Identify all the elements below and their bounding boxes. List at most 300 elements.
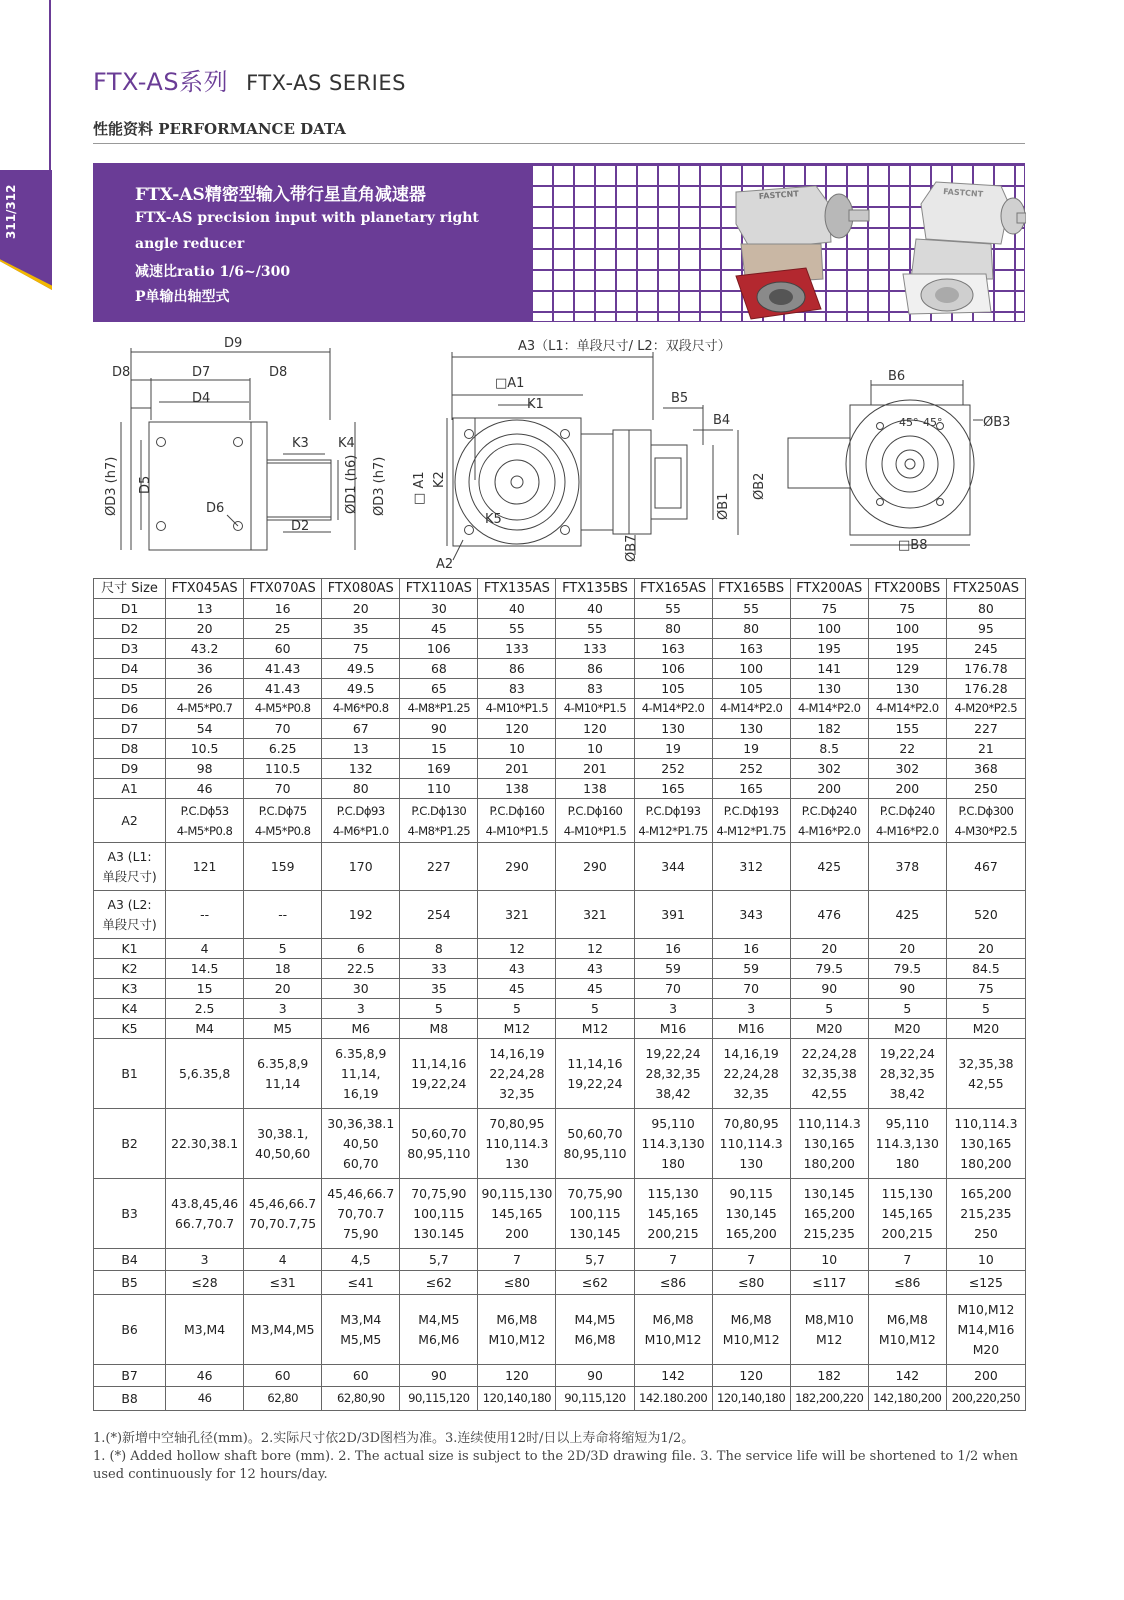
row-label: D7 bbox=[94, 719, 166, 739]
table-cell: ≤62 bbox=[400, 1271, 478, 1295]
table-cell: 110 bbox=[400, 779, 478, 799]
footnotes bbox=[93, 1430, 1028, 1484]
page-tab-accent bbox=[0, 246, 52, 290]
label-k2: K2 bbox=[432, 471, 447, 488]
table-cell: 10 bbox=[946, 1249, 1025, 1271]
table-cell: 54 bbox=[166, 719, 244, 739]
table-cell: 130 bbox=[634, 719, 712, 739]
table-cell: M12 bbox=[556, 1019, 634, 1039]
table-cell: 90,115 130,145 165,200 bbox=[712, 1179, 790, 1249]
table-cell: M4,M5 M6,M6 bbox=[400, 1295, 478, 1365]
table-cell: 110,114.3 130,165 180,200 bbox=[946, 1109, 1025, 1179]
row-label: B2 bbox=[94, 1109, 166, 1179]
row-label: K1 bbox=[94, 939, 166, 959]
table-cell: 200 bbox=[868, 779, 946, 799]
table-cell: 30 bbox=[322, 979, 400, 999]
table-cell: 3 bbox=[244, 999, 322, 1019]
table-cell: 49.5 bbox=[322, 659, 400, 679]
table-cell: P.C.Dϕ193 4-M12*P1.75 bbox=[634, 799, 712, 843]
table-cell: ≤125 bbox=[946, 1271, 1025, 1295]
table-cell: 6.35,8,9 11,14 bbox=[244, 1039, 322, 1109]
table-cell: 290 bbox=[556, 843, 634, 891]
table-cell: P.C.Dϕ160 4-M10*P1.5 bbox=[556, 799, 634, 843]
table-cell: 3 bbox=[322, 999, 400, 1019]
table-cell: ≤31 bbox=[244, 1271, 322, 1295]
table-cell: 10 bbox=[790, 1249, 868, 1271]
input-view-drawing bbox=[788, 380, 983, 545]
table-cell: 45 bbox=[556, 979, 634, 999]
heading-rule bbox=[93, 143, 1025, 144]
table-cell: 321 bbox=[556, 891, 634, 939]
table-cell: 4-M8*P1.25 bbox=[400, 699, 478, 719]
table-cell: 90 bbox=[790, 979, 868, 999]
table-cell: 70 bbox=[712, 979, 790, 999]
row-label: D2 bbox=[94, 619, 166, 639]
table-row bbox=[94, 891, 1026, 939]
table-cell: 120 bbox=[556, 719, 634, 739]
table-cell: 3 bbox=[166, 1249, 244, 1271]
table-cell: 90 bbox=[868, 979, 946, 999]
table-cell: 79.5 bbox=[868, 959, 946, 979]
table-cell: M12 bbox=[478, 1019, 556, 1039]
table-cell: 70 bbox=[244, 719, 322, 739]
table-cell: 344 bbox=[634, 843, 712, 891]
table-cell: M8,M10 M12 bbox=[790, 1295, 868, 1365]
table-cell: 165 bbox=[712, 779, 790, 799]
table-header-cell: FTX080AS bbox=[322, 579, 400, 599]
table-cell: 120,140,180 bbox=[478, 1387, 556, 1411]
table-cell: 155 bbox=[868, 719, 946, 739]
table-cell: 391 bbox=[634, 891, 712, 939]
table-cell: 46 bbox=[166, 1387, 244, 1411]
table-cell: 12 bbox=[478, 939, 556, 959]
table-cell: 90 bbox=[400, 1365, 478, 1387]
label-d8-right: D8 bbox=[269, 365, 288, 380]
table-cell: 90,115,120 bbox=[400, 1387, 478, 1411]
table-row bbox=[94, 1019, 1026, 1039]
table-cell: 169 bbox=[400, 759, 478, 779]
table-cell: 83 bbox=[556, 679, 634, 699]
table-cell: 182 bbox=[790, 1365, 868, 1387]
table-cell: -- bbox=[166, 891, 244, 939]
table-cell: 22 bbox=[868, 739, 946, 759]
table-cell: 368 bbox=[946, 759, 1025, 779]
table-cell: 5 bbox=[790, 999, 868, 1019]
table-cell: 165,200 215,235 250 bbox=[946, 1179, 1025, 1249]
table-cell: 312 bbox=[712, 843, 790, 891]
table-cell: 20 bbox=[868, 939, 946, 959]
row-label: K2 bbox=[94, 959, 166, 979]
row-label: D3 bbox=[94, 639, 166, 659]
label-b2: ØB2 bbox=[752, 472, 767, 500]
reducer-product-image-1 bbox=[736, 186, 869, 319]
table-cell: 4-M5*P0.8 bbox=[244, 699, 322, 719]
table-cell: 21 bbox=[946, 739, 1025, 759]
label-b6: B6 bbox=[888, 369, 906, 384]
table-cell: M3,M4 bbox=[166, 1295, 244, 1365]
angle-label-right: 45° bbox=[923, 416, 943, 429]
table-cell: 13 bbox=[322, 739, 400, 759]
table-cell: 16 bbox=[634, 939, 712, 959]
table-cell: 80 bbox=[634, 619, 712, 639]
row-label: D4 bbox=[94, 659, 166, 679]
row-label: A1 bbox=[94, 779, 166, 799]
table-cell: ≤28 bbox=[166, 1271, 244, 1295]
table-cell: 200 bbox=[946, 1365, 1025, 1387]
table-cell: 40 bbox=[478, 599, 556, 619]
banner-text-panel bbox=[93, 163, 530, 322]
table-row bbox=[94, 1039, 1026, 1109]
table-cell: 195 bbox=[790, 639, 868, 659]
table-cell: M8 bbox=[400, 1019, 478, 1039]
table-row bbox=[94, 799, 1026, 843]
table-header-cell: FTX250AS bbox=[946, 579, 1025, 599]
table-cell: M6,M8 M10,M12 bbox=[868, 1295, 946, 1365]
table-header-cell: FTX165BS bbox=[712, 579, 790, 599]
table-cell: 45 bbox=[400, 619, 478, 639]
dimension-drawings bbox=[93, 330, 1025, 570]
table-cell: 425 bbox=[868, 891, 946, 939]
table-cell: 130 bbox=[790, 679, 868, 699]
product-brand-label-2: FASTCNT bbox=[942, 187, 984, 199]
table-cell: 105 bbox=[634, 679, 712, 699]
label-d7: D7 bbox=[192, 365, 211, 380]
table-header-cell: FTX045AS bbox=[166, 579, 244, 599]
table-cell: 163 bbox=[634, 639, 712, 659]
reducer-product-images bbox=[531, 164, 1026, 323]
table-cell: 95,110 114.3,130 180 bbox=[868, 1109, 946, 1179]
footnote-en: 1. (*) Added hollow shaft bore (mm). 2. The actual size is subject to the 2D/3D drawing file. 3. The service life will be shortened to 1/2 when used continuously for 12 hours/day. bbox=[93, 1449, 1019, 1482]
table-row bbox=[94, 843, 1026, 891]
table-cell: 176.78 bbox=[946, 659, 1025, 679]
table-cell: 5 bbox=[400, 999, 478, 1019]
table-cell: 129 bbox=[868, 659, 946, 679]
row-label: B1 bbox=[94, 1039, 166, 1109]
table-cell: 19 bbox=[634, 739, 712, 759]
table-cell: 321 bbox=[478, 891, 556, 939]
table-cell: 55 bbox=[478, 619, 556, 639]
table-cell: 43 bbox=[556, 959, 634, 979]
table-cell: 36 bbox=[166, 659, 244, 679]
table-cell: 40 bbox=[556, 599, 634, 619]
table-cell: 138 bbox=[478, 779, 556, 799]
table-cell: 70 bbox=[244, 779, 322, 799]
table-cell: 35 bbox=[322, 619, 400, 639]
table-cell: 5 bbox=[244, 939, 322, 959]
table-cell: ≤86 bbox=[868, 1271, 946, 1295]
table-cell: 142 bbox=[868, 1365, 946, 1387]
table-cell: 252 bbox=[712, 759, 790, 779]
table-cell: 4-M10*P1.5 bbox=[556, 699, 634, 719]
row-label: K3 bbox=[94, 979, 166, 999]
table-cell: P.C.Dϕ160 4-M10*P1.5 bbox=[478, 799, 556, 843]
label-b1: ØB1 bbox=[716, 492, 731, 520]
table-cell: ≤80 bbox=[712, 1271, 790, 1295]
row-label: D8 bbox=[94, 739, 166, 759]
table-cell: 67 bbox=[322, 719, 400, 739]
table-cell: 30,36,38.1 40,50 60,70 bbox=[322, 1109, 400, 1179]
table-cell: 165 bbox=[634, 779, 712, 799]
table-cell: 43 bbox=[478, 959, 556, 979]
table-cell: 41.43 bbox=[244, 659, 322, 679]
table-cell: 95,110 114.3,130 180 bbox=[634, 1109, 712, 1179]
row-label: K4 bbox=[94, 999, 166, 1019]
table-cell: 46 bbox=[166, 779, 244, 799]
table-header-cell: FTX110AS bbox=[400, 579, 478, 599]
table-cell: M16 bbox=[712, 1019, 790, 1039]
table-row bbox=[94, 739, 1026, 759]
table-cell: 200,220,250 bbox=[946, 1387, 1025, 1411]
table-cell: 227 bbox=[946, 719, 1025, 739]
table-cell: 33 bbox=[400, 959, 478, 979]
table-cell: 68 bbox=[400, 659, 478, 679]
table-row bbox=[94, 659, 1026, 679]
table-cell: 62,80 bbox=[244, 1387, 322, 1411]
table-cell: 5 bbox=[478, 999, 556, 1019]
row-label: B6 bbox=[94, 1295, 166, 1365]
table-row bbox=[94, 999, 1026, 1019]
table-cell: 120 bbox=[712, 1365, 790, 1387]
label-b3: ØB3 bbox=[983, 415, 1011, 430]
table-cell: 3 bbox=[634, 999, 712, 1019]
table-cell: 4,5 bbox=[322, 1249, 400, 1271]
table-cell: 30 bbox=[400, 599, 478, 619]
table-cell: M20 bbox=[790, 1019, 868, 1039]
label-a1-top: □A1 bbox=[495, 376, 525, 391]
table-cell: 75 bbox=[946, 979, 1025, 999]
table-cell: 4-M10*P1.5 bbox=[478, 699, 556, 719]
table-cell: 15 bbox=[166, 979, 244, 999]
table-cell: 16 bbox=[712, 939, 790, 959]
table-cell: M20 bbox=[868, 1019, 946, 1039]
table-cell: 90,115,130 145,165 200 bbox=[478, 1179, 556, 1249]
table-row bbox=[94, 1271, 1026, 1295]
table-cell: 14.5 bbox=[166, 959, 244, 979]
table-cell: 10.5 bbox=[166, 739, 244, 759]
row-label: D1 bbox=[94, 599, 166, 619]
performance-data-table bbox=[93, 578, 1026, 1411]
table-cell: 20 bbox=[322, 599, 400, 619]
table-row bbox=[94, 1109, 1026, 1179]
table-cell: 60 bbox=[244, 639, 322, 659]
table-cell: 142 bbox=[634, 1365, 712, 1387]
table-cell: M10,M12 M14,M16 M20 bbox=[946, 1295, 1025, 1365]
table-cell: 5 bbox=[946, 999, 1025, 1019]
table-header-cell: FTX200AS bbox=[790, 579, 868, 599]
table-cell: 176.28 bbox=[946, 679, 1025, 699]
table-cell: P.C.Dϕ300 4-M30*P2.5 bbox=[946, 799, 1025, 843]
table-cell: 467 bbox=[946, 843, 1025, 891]
table-cell: 20 bbox=[790, 939, 868, 959]
table-cell: 30,38.1, 40,50,60 bbox=[244, 1109, 322, 1179]
table-header-cell: FTX165AS bbox=[634, 579, 712, 599]
table-cell: M6,M8 M10,M12 bbox=[712, 1295, 790, 1365]
table-cell: 70,75,90 100,115 130,145 bbox=[556, 1179, 634, 1249]
table-cell: 106 bbox=[400, 639, 478, 659]
table-cell: 302 bbox=[868, 759, 946, 779]
table-cell: 3 bbox=[712, 999, 790, 1019]
table-cell: 100 bbox=[712, 659, 790, 679]
table-cell: 45,46,66.7 70,70.7 75,90 bbox=[322, 1179, 400, 1249]
table-cell: 70,75,90 100,115 130.145 bbox=[400, 1179, 478, 1249]
table-cell: 4-M14*P2.0 bbox=[868, 699, 946, 719]
table-cell: 35 bbox=[400, 979, 478, 999]
table-cell: M5 bbox=[244, 1019, 322, 1039]
table-cell: 201 bbox=[556, 759, 634, 779]
table-cell: 18 bbox=[244, 959, 322, 979]
table-cell: 195 bbox=[868, 639, 946, 659]
banner-line-4: 减速比ratio 1/6~/300 bbox=[135, 264, 291, 280]
table-cell: 170 bbox=[322, 843, 400, 891]
table-cell: 75 bbox=[322, 639, 400, 659]
title-en: FTX-AS SERIES bbox=[246, 71, 406, 95]
table-cell: 254 bbox=[400, 891, 478, 939]
table-cell: M6,M8 M10,M12 bbox=[478, 1295, 556, 1365]
label-b5: B5 bbox=[671, 391, 689, 406]
label-b7: ØB7 bbox=[624, 534, 639, 562]
table-cell: M6 bbox=[322, 1019, 400, 1039]
table-cell: 5,6.35,8 bbox=[166, 1039, 244, 1109]
table-cell: 70,80,95 110,114.3 130 bbox=[712, 1109, 790, 1179]
table-cell: 105 bbox=[712, 679, 790, 699]
table-cell: 46 bbox=[166, 1365, 244, 1387]
label-a2: A2 bbox=[436, 557, 454, 570]
table-cell: 80 bbox=[712, 619, 790, 639]
table-cell: 10 bbox=[556, 739, 634, 759]
table-cell: P.C.Dϕ193 4-M12*P1.75 bbox=[712, 799, 790, 843]
table-cell: 19 bbox=[712, 739, 790, 759]
table-row bbox=[94, 639, 1026, 659]
label-d9: D9 bbox=[224, 336, 243, 351]
table-row bbox=[94, 1365, 1026, 1387]
table-header-cell: FTX070AS bbox=[244, 579, 322, 599]
table-cell: 59 bbox=[634, 959, 712, 979]
table-row bbox=[94, 959, 1026, 979]
table-row bbox=[94, 1249, 1026, 1271]
table-cell: 79.5 bbox=[790, 959, 868, 979]
table-cell: 22.5 bbox=[322, 959, 400, 979]
table-cell: 5 bbox=[556, 999, 634, 1019]
table-cell: M3,M4,M5 bbox=[244, 1295, 322, 1365]
table-cell: 45,46,66.7 70,70.7,75 bbox=[244, 1179, 322, 1249]
table-cell: 115,130 145,165 200,215 bbox=[634, 1179, 712, 1249]
table-cell: 62,80,90 bbox=[322, 1387, 400, 1411]
table-cell: 86 bbox=[556, 659, 634, 679]
technical-drawing-svg bbox=[93, 330, 1025, 570]
table-cell: 43.2 bbox=[166, 639, 244, 659]
table-cell: 11,14,16 19,22,24 bbox=[400, 1039, 478, 1109]
front-view-drawing bbox=[447, 352, 738, 560]
table-cell: 15 bbox=[400, 739, 478, 759]
table-cell: 110,114.3 130,165 180,200 bbox=[790, 1109, 868, 1179]
product-banner bbox=[93, 163, 1025, 322]
row-label: B4 bbox=[94, 1249, 166, 1271]
table-cell: 80 bbox=[322, 779, 400, 799]
table-cell: 8 bbox=[400, 939, 478, 959]
table-cell: 130 bbox=[868, 679, 946, 699]
table-row bbox=[94, 779, 1026, 799]
table-cell: 4-M20*P2.5 bbox=[946, 699, 1025, 719]
table-row bbox=[94, 979, 1026, 999]
table-row bbox=[94, 759, 1026, 779]
table-cell: 6 bbox=[322, 939, 400, 959]
label-d3-left: ØD3 (h7) bbox=[104, 456, 119, 516]
label-b4: B4 bbox=[713, 413, 731, 428]
table-row bbox=[94, 679, 1026, 699]
row-label: B3 bbox=[94, 1179, 166, 1249]
table-cell: 133 bbox=[556, 639, 634, 659]
table-row bbox=[94, 1179, 1026, 1249]
row-label: D6 bbox=[94, 699, 166, 719]
table-cell: 378 bbox=[868, 843, 946, 891]
table-cell: 476 bbox=[790, 891, 868, 939]
table-cell: 100 bbox=[790, 619, 868, 639]
label-k1: K1 bbox=[527, 397, 544, 412]
table-cell: 22.30,38.1 bbox=[166, 1109, 244, 1179]
table-cell: 252 bbox=[634, 759, 712, 779]
table-cell: 250 bbox=[946, 779, 1025, 799]
label-d6: D6 bbox=[206, 501, 225, 516]
table-cell: 120 bbox=[478, 1365, 556, 1387]
table-cell: 132 bbox=[322, 759, 400, 779]
table-cell: 130,145 165,200 215,235 bbox=[790, 1179, 868, 1249]
table-cell: 50,60,70 80,95,110 bbox=[556, 1109, 634, 1179]
table-cell: 133 bbox=[478, 639, 556, 659]
table-cell: ≤117 bbox=[790, 1271, 868, 1295]
label-k4: K4 bbox=[338, 436, 355, 451]
table-cell: 90 bbox=[556, 1365, 634, 1387]
table-cell: 95 bbox=[946, 619, 1025, 639]
table-cell: 60 bbox=[322, 1365, 400, 1387]
table-cell: M16 bbox=[634, 1019, 712, 1039]
table-cell: 200 bbox=[790, 779, 868, 799]
label-b8: □B8 bbox=[898, 538, 928, 553]
table-cell: 182,200,220 bbox=[790, 1387, 868, 1411]
table-cell: 302 bbox=[790, 759, 868, 779]
table-cell: 142,180,200 bbox=[868, 1387, 946, 1411]
row-label: D9 bbox=[94, 759, 166, 779]
table-cell: 14,16,19 22,24,28 32,35 bbox=[712, 1039, 790, 1109]
table-cell: 75 bbox=[790, 599, 868, 619]
label-d5: D5 bbox=[138, 475, 153, 494]
table-cell: -- bbox=[244, 891, 322, 939]
table-cell: 5 bbox=[868, 999, 946, 1019]
side-view-drawing bbox=[121, 348, 355, 550]
reducer-product-image-2 bbox=[903, 182, 1026, 314]
table-cell: 43.8,45,46 66.7,70.7 bbox=[166, 1179, 244, 1249]
table-cell: P.C.Dϕ75 4-M5*P0.8 bbox=[244, 799, 322, 843]
row-label: A3 (L2: 单段尺寸) bbox=[94, 891, 166, 939]
table-cell: 192 bbox=[322, 891, 400, 939]
table-cell: ≤62 bbox=[556, 1271, 634, 1295]
table-cell: 4-M14*P2.0 bbox=[712, 699, 790, 719]
table-cell: 14,16,19 22,24,28 32,35 bbox=[478, 1039, 556, 1109]
banner-grid-panel bbox=[530, 163, 1025, 322]
table-cell: P.C.Dϕ240 4-M16*P2.0 bbox=[790, 799, 868, 843]
table-cell: 55 bbox=[712, 599, 790, 619]
table-cell: 65 bbox=[400, 679, 478, 699]
table-cell: 25 bbox=[244, 619, 322, 639]
table-header-cell: 尺寸 Size bbox=[94, 579, 166, 599]
row-label: B8 bbox=[94, 1387, 166, 1411]
table-cell: 60 bbox=[244, 1365, 322, 1387]
page-number: 311/312 bbox=[4, 184, 18, 240]
table-cell: 49.5 bbox=[322, 679, 400, 699]
table-cell: 141 bbox=[790, 659, 868, 679]
table-cell: 4-M5*P0.7 bbox=[166, 699, 244, 719]
table-cell: 6.25 bbox=[244, 739, 322, 759]
table-cell: ≤86 bbox=[634, 1271, 712, 1295]
